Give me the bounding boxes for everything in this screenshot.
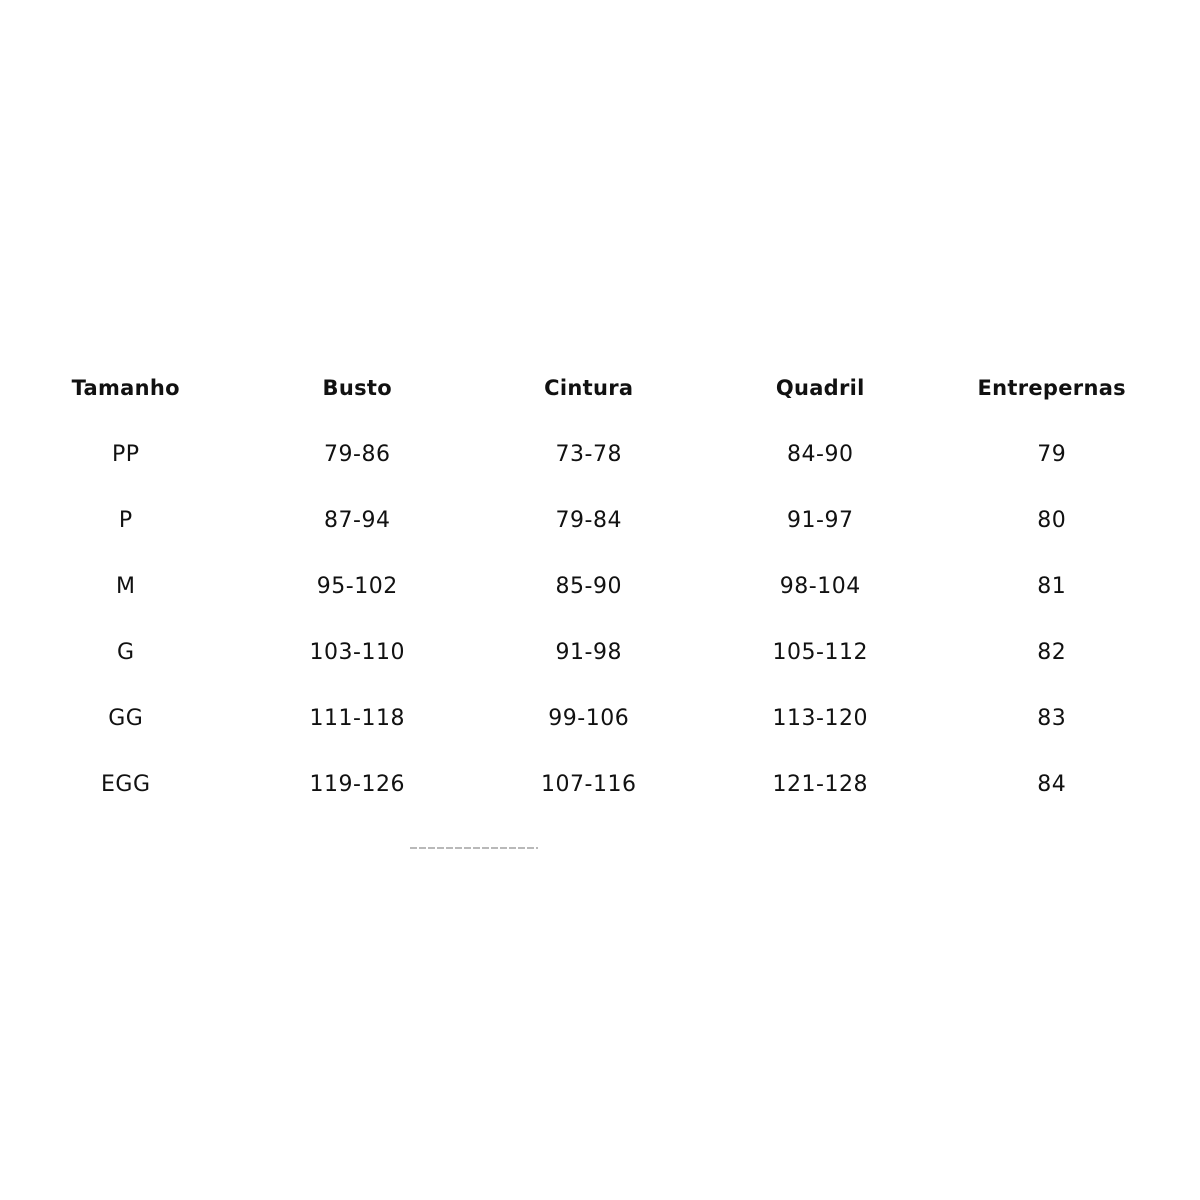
cropped-text-fragment [410, 843, 538, 849]
quadril-cell: 84-90 [787, 441, 854, 467]
busto-cell: 95-102 [316, 573, 398, 599]
cintura-cell: 85-90 [555, 573, 622, 599]
size-cell: GG [108, 705, 144, 731]
cintura-cell: 107-116 [541, 771, 637, 797]
size-cell: P [118, 507, 133, 533]
header-entrepernas: Entrepernas [977, 376, 1126, 400]
entrepernas-cell: 84 [1037, 771, 1067, 797]
cintura-cell: 73-78 [555, 441, 622, 467]
table-row [10, 553, 1190, 619]
header-busto: Busto [322, 376, 392, 400]
entrepernas-cell: 79 [1037, 441, 1067, 467]
cintura-cell: 99-106 [548, 705, 630, 731]
busto-cell: 79-86 [324, 441, 391, 467]
header-cintura: Cintura [544, 376, 634, 400]
entrepernas-cell: 83 [1037, 705, 1067, 731]
cropped-text-stroke [410, 847, 538, 849]
header-tamanho: Tamanho [71, 376, 180, 400]
quadril-cell: 105-112 [772, 639, 868, 665]
entrepernas-cell: 82 [1037, 639, 1067, 665]
table-header-row [10, 355, 1190, 421]
table-row [10, 685, 1190, 751]
size-chart-table [10, 355, 1190, 817]
quadril-cell: 91-97 [787, 507, 854, 533]
table-row [10, 487, 1190, 553]
entrepernas-cell: 80 [1037, 507, 1067, 533]
busto-cell: 119-126 [309, 771, 405, 797]
busto-cell: 103-110 [309, 639, 405, 665]
table-row [10, 421, 1190, 487]
size-cell: PP [111, 441, 140, 467]
size-cell: M [116, 573, 136, 599]
size-cell: G [116, 639, 135, 665]
quadril-cell: 113-120 [772, 705, 868, 731]
table-row [10, 751, 1190, 817]
header-quadril: Quadril [775, 376, 865, 400]
cintura-cell: 79-84 [555, 507, 622, 533]
busto-cell: 87-94 [324, 507, 391, 533]
cintura-cell: 91-98 [555, 639, 622, 665]
busto-cell: 111-118 [309, 705, 405, 731]
size-cell: EGG [101, 771, 151, 797]
entrepernas-cell: 81 [1037, 573, 1067, 599]
quadril-cell: 98-104 [779, 573, 861, 599]
quadril-cell: 121-128 [772, 771, 868, 797]
table-row [10, 619, 1190, 685]
